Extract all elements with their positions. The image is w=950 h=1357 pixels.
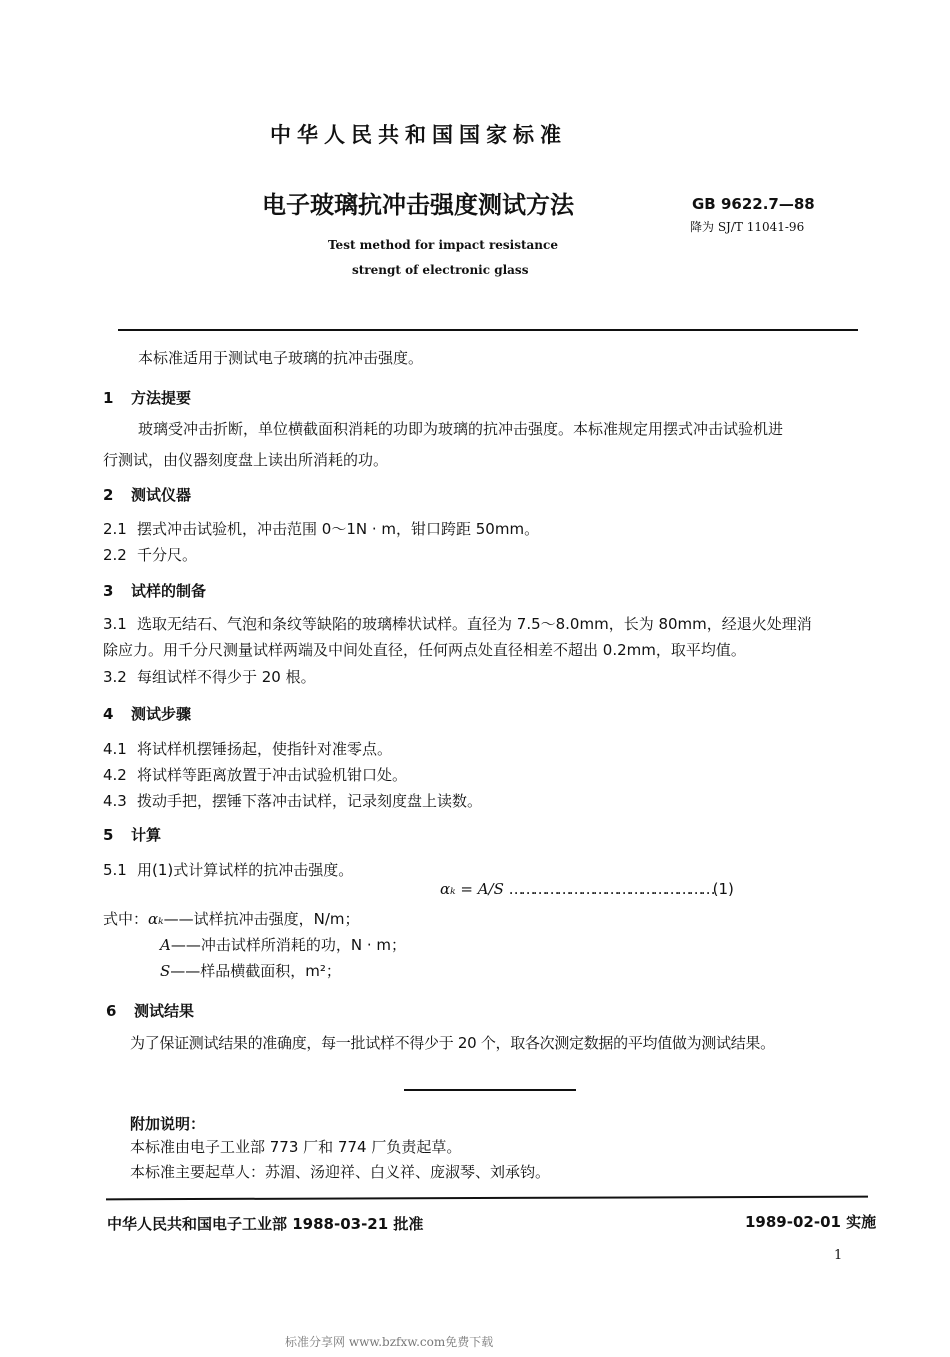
english-title-line2: strengt of electronic glass xyxy=(352,263,529,277)
section-title: 测试结果 xyxy=(134,1002,195,1020)
clause-4-1 xyxy=(103,738,392,759)
clause-text: 将试样机摆锤扬起，使指针对准零点。 xyxy=(137,740,393,758)
scope-statement: 本标准适用于测试电子玻璃的抗冲击强度。 xyxy=(138,349,424,367)
clause-4-2 xyxy=(103,764,407,785)
clause-text: 拨动手把，摆锤下落冲击试样，记录刻度盘上读数。 xyxy=(137,792,483,810)
notes-line2: 本标准主要起草人：苏湄、汤迎祥、白义祥、庞淑琴、刘承钧。 xyxy=(130,1163,551,1181)
clause-number: 3.1 xyxy=(103,615,127,633)
notes-divider xyxy=(404,1089,576,1091)
section-1-para-line1: 玻璃受冲击折断，单位横截面积消耗的功即为玻璃的抗冲击强度。本标准规定用摆式冲击试验机进 xyxy=(138,420,784,438)
section-5-heading xyxy=(103,824,161,845)
clause-text: 摆式冲击试验机，冲击范围 0～1N · m，钳口跨距 50mm。 xyxy=(137,520,540,538)
variable-description: ——样品横截面积，m²； xyxy=(170,962,341,980)
section-number: 1 xyxy=(103,389,114,407)
variable-description: ——冲击试样所消耗的功，N · m； xyxy=(170,936,406,954)
approval-info: 中华人民共和国电子工业部 1988-03-21 批准 xyxy=(107,1215,424,1233)
page-number: 1 xyxy=(834,1248,843,1263)
clause-text: 选取无结石、气泡和条纹等缺陷的玻璃棒状试样。直径为 7.5～8.0mm，长为 80mm，经退火处理消 xyxy=(137,615,812,633)
formula-leader: …………………………………………… xyxy=(508,880,713,898)
clause-text: 将试样等距离放置于冲击试验机钳口处。 xyxy=(137,766,408,784)
clause-number: 4.3 xyxy=(103,792,127,810)
clause-number: 4.2 xyxy=(103,766,127,784)
variable-symbol: S xyxy=(160,962,171,980)
clause-3-1-line1 xyxy=(103,613,812,634)
section-number: 4 xyxy=(103,705,114,723)
variable-symbol: αₖ xyxy=(148,910,164,928)
where-label: 式中： xyxy=(103,910,149,928)
footer-divider xyxy=(106,1196,868,1201)
section-6-para: 为了保证测试结果的准确度，每一批试样不得少于 20 个，取各次测定数据的平均值做为测试结果。 xyxy=(130,1034,775,1052)
clause-4-3 xyxy=(103,790,482,811)
section-title: 计算 xyxy=(131,826,162,844)
clause-text: 每组试样不得少于 20 根。 xyxy=(137,668,316,686)
effective-date: 1989-02-01 实施 xyxy=(745,1213,877,1231)
clause-number: 2.2 xyxy=(103,546,127,564)
english-title-line1: Test method for impact resistance xyxy=(328,238,558,252)
section-1-heading xyxy=(103,387,191,408)
reclassified-number: 降为 SJ/T 11041-96 xyxy=(690,220,805,234)
standard-number: GB 9622.7—88 xyxy=(692,195,815,213)
clause-3-2 xyxy=(103,666,316,687)
section-number: 2 xyxy=(103,486,114,504)
clause-3-1-line2: 除应力。用千分尺测量试样两端及中间处直径，任何两点处直径相差不超出 0.2mm，取平均值。 xyxy=(103,641,746,659)
section-title: 测试步骤 xyxy=(131,705,192,723)
formula-where-3 xyxy=(160,960,341,981)
formula-1 xyxy=(440,880,734,898)
formula-where-2 xyxy=(160,934,406,955)
notes-title: 附加说明： xyxy=(130,1115,206,1133)
section-4-heading xyxy=(103,703,191,724)
clause-number: 3.2 xyxy=(103,668,127,686)
clause-number: 4.1 xyxy=(103,740,127,758)
section-3-heading xyxy=(103,580,206,601)
section-title: 测试仪器 xyxy=(131,486,192,504)
clause-2-1 xyxy=(103,518,539,539)
clause-number: 5.1 xyxy=(103,861,127,879)
clause-2-2 xyxy=(103,544,197,565)
section-2-heading xyxy=(103,484,191,505)
variable-symbol: A xyxy=(160,936,171,954)
variable-description: ——试样抗冲击强度，N/m； xyxy=(163,910,360,928)
clause-text: 千分尺。 xyxy=(137,546,198,564)
section-title: 方法提要 xyxy=(131,389,192,407)
national-standard-heading: 中华人民共和国国家标准 xyxy=(270,123,567,147)
clause-5-1 xyxy=(103,859,353,880)
watermark-text: 标准分享网 www.bzfxw.com免费下载 xyxy=(285,1335,494,1349)
clause-text: 用(1)式计算试样的抗冲击强度。 xyxy=(137,861,354,879)
header-divider xyxy=(118,329,858,331)
section-title: 试样的制备 xyxy=(131,582,207,600)
document-title: 电子玻璃抗冲击强度测试方法 xyxy=(262,191,574,219)
formula-expression: αₖ = A/S xyxy=(440,880,504,898)
section-number: 3 xyxy=(103,582,114,600)
section-6-heading xyxy=(106,1000,194,1021)
section-number: 5 xyxy=(103,826,114,844)
formula-where-1 xyxy=(103,908,360,929)
section-number: 6 xyxy=(106,1002,117,1020)
clause-number: 2.1 xyxy=(103,520,127,538)
formula-number: (1) xyxy=(712,880,734,898)
section-1-para-line2: 行测试，由仪器刻度盘上读出所消耗的功。 xyxy=(103,451,389,469)
notes-line1: 本标准由电子工业部 773 厂和 774 厂负责起草。 xyxy=(130,1138,462,1156)
